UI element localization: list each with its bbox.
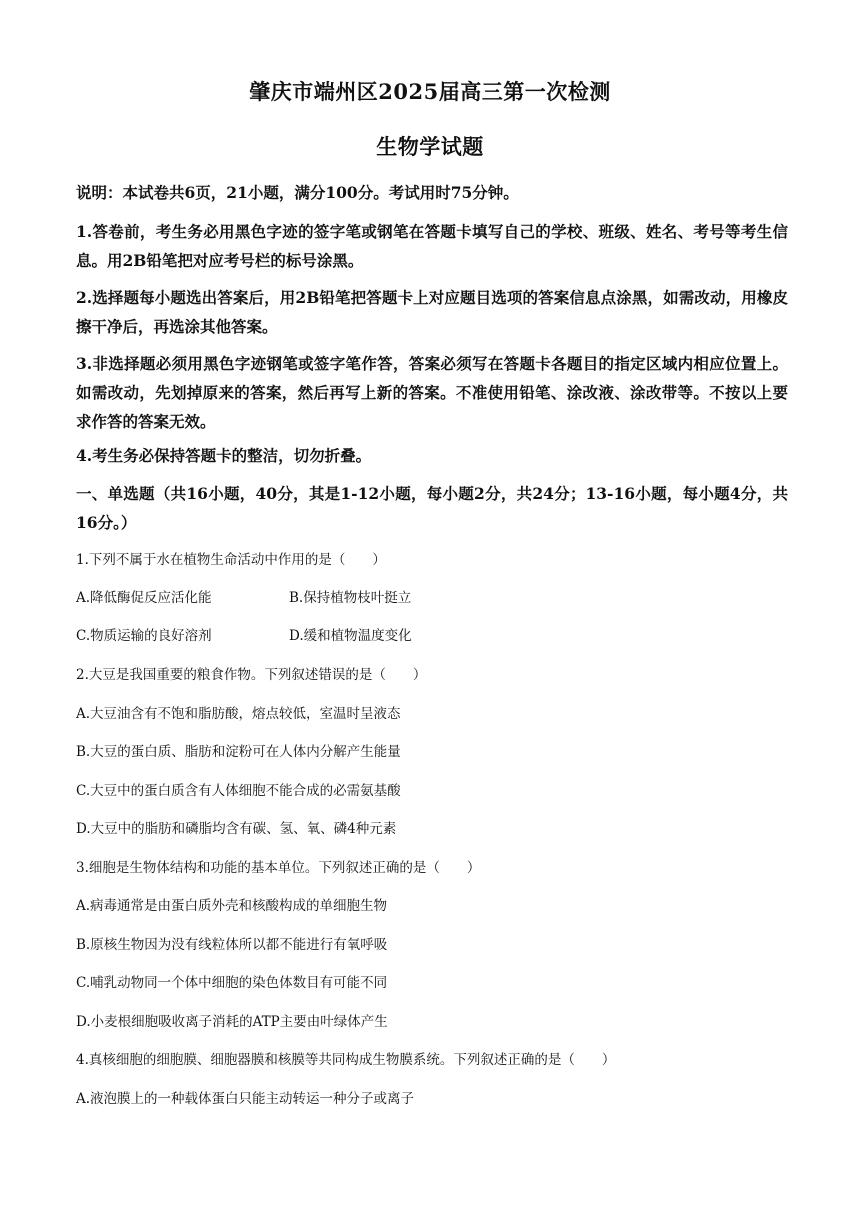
- instruction-item-4: 4.考生务必保持答题卡的整洁，切勿折叠。: [76, 446, 372, 465]
- section-heading: 一、单选题（共16小题，40分，其是1-12小题，每小题2分，共24分；13-16小题，每小题4分，共16分。）: [76, 484, 788, 532]
- instruction-item-1: 1.答卷前，考生务必用黑色字迹的签字笔或钢笔在答题卡填写自己的学校、班级、姓名、考号等考生信息。用2B铅笔把对应考号栏的标号涂黑。: [76, 222, 788, 270]
- question-2-option-a: A.大豆油含有不饱和脂肪酸，熔点较低，室温时呈液态: [76, 706, 401, 722]
- question-3-option-c: C.哺乳动物同一个体中细胞的染色体数目有可能不同: [76, 975, 388, 991]
- exam-subject: 生物学试题: [376, 134, 484, 159]
- question-2-option-b: B.大豆的蛋白质、脂肪和淀粉可在人体内分解产生能量: [76, 744, 401, 760]
- question-1-option-d: D.缓和植物温度变化: [289, 628, 412, 644]
- instruction-item-3: 3.非选择题必须用黑色字迹钢笔或签字笔作答，答案必须写在答题卡各题目的指定区域内相应位置上。如需改动，先划掉原来的答案，然后再写上新的答案。不准使用铅笔、涂改液、涂改带等。不按以上要求作答的答案无效。: [76, 354, 788, 431]
- exam-title: 肇庆市端州区2025届高三第一次检测: [249, 79, 611, 104]
- question-2-stem: 2.大豆是我国重要的粮食作物。下列叙述错误的是（ ）: [76, 667, 427, 683]
- question-3-option-d: D.小麦根细胞吸收离子消耗的ATP主要由叶绿体产生: [76, 1014, 388, 1030]
- question-4-option-a: A.液泡膜上的一种载体蛋白只能主动转运一种分子或离子: [76, 1091, 415, 1107]
- question-3-option-b: B.原核生物因为没有线粒体所以都不能进行有氧呼吸: [76, 937, 388, 953]
- question-1-stem: 1.下列不属于水在植物生命活动中作用的是（ ）: [76, 552, 386, 568]
- instruction-item-2: 2.选择题每小题选出答案后，用2B铅笔把答题卡上对应题目选项的答案信息点涂黑，如需改动，用橡皮擦干净后，再选涂其他答案。: [76, 288, 788, 336]
- exam-note: 说明：本试卷共6页，21小题，满分100分。考试用时75分钟。: [76, 183, 519, 202]
- question-1-option-c: C.物质运输的良好溶剂: [76, 628, 212, 644]
- question-3-option-a: A.病毒通常是由蛋白质外壳和核酸构成的单细胞生物: [76, 898, 388, 914]
- question-1-option-b: B.保持植物枝叶挺立: [289, 590, 412, 606]
- question-2-option-d: D.大豆中的脂肪和磷脂均含有碳、氢、氧、磷4种元素: [76, 821, 397, 837]
- question-3-stem: 3.细胞是生物体结构和功能的基本单位。下列叙述正确的是（ ）: [76, 860, 481, 876]
- question-1-option-a: A.降低酶促反应活化能: [76, 590, 212, 606]
- question-2-option-c: C.大豆中的蛋白质含有人体细胞不能合成的必需氨基酸: [76, 783, 401, 799]
- question-4-stem: 4.真核细胞的细胞膜、细胞器膜和核膜等共同构成生物膜系统。下列叙述正确的是（ ）: [76, 1052, 616, 1068]
